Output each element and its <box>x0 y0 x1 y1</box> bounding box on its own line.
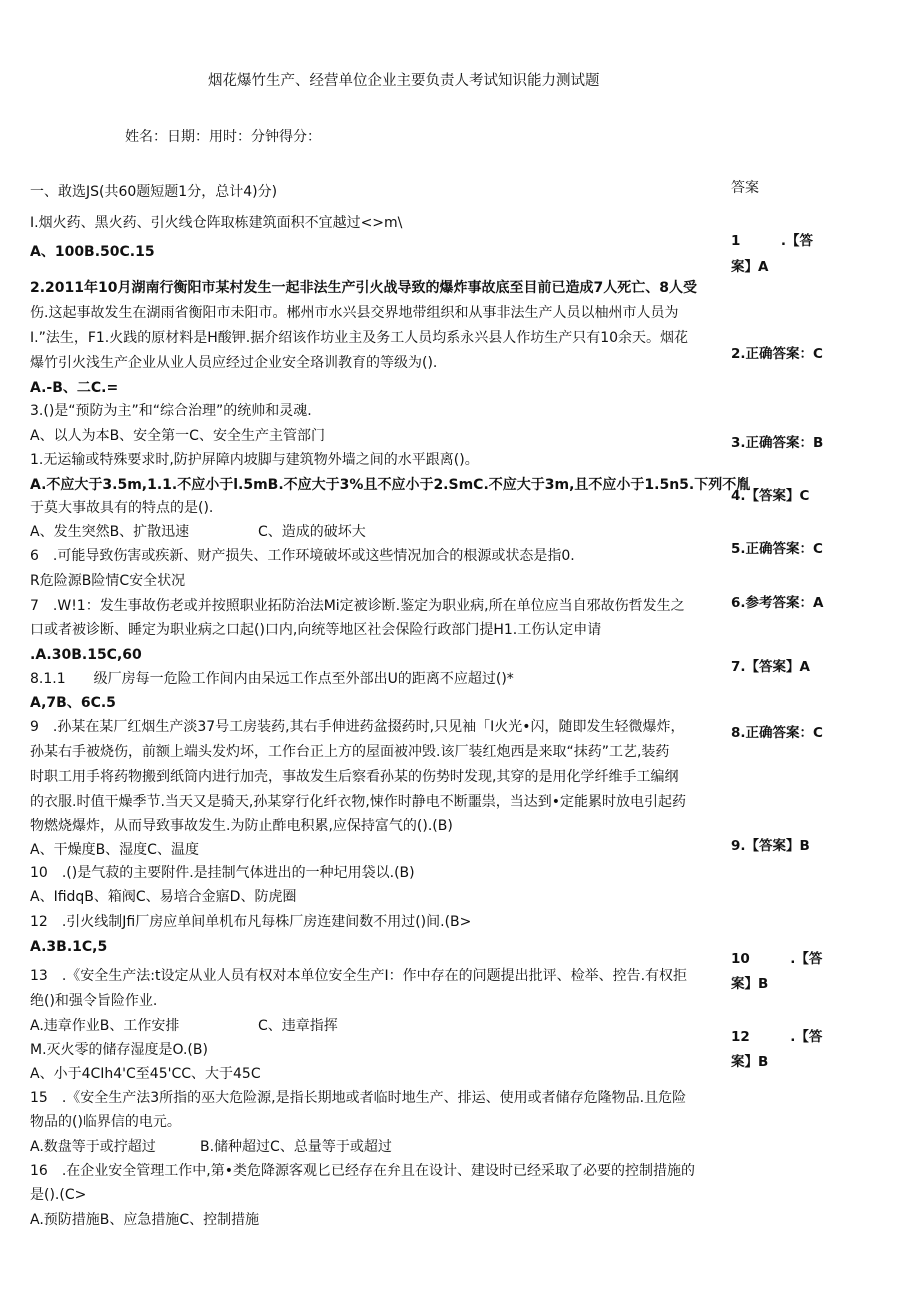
question-line: 15 .《安全生产法3所指的巫大危险源,是指长期地或者临时地生产、排运、使用或者储存危隆物品.且危险 <box>30 1090 687 1106</box>
question-line: C、违章指挥 <box>258 1018 338 1034</box>
question-line: A.数盘等于或拧超过 <box>30 1139 156 1155</box>
question-line: A.预防措施B、应急措施C、控制措施 <box>30 1212 260 1228</box>
answer-entry: 10 .【答 <box>731 951 823 967</box>
question-line: A.-B、二C.= <box>30 380 119 396</box>
question-line: M.灭火零的储存湿度是O.(B) <box>30 1042 208 1058</box>
question-line: I.”法生，F1.火践的原材料是H酸钾.据介绍该作坊业主及务工人员均系永兴县人作坊生产只有10余天。烟花 <box>30 330 689 346</box>
question-line: 9 .孙某在某厂红烟生产淡37号工房装药,其右手伸进药盆掇药时,只见袖「I火光•闪，随即发生轻微爆炸， <box>30 719 685 735</box>
question-line: 10 .()是气菽的主要附件.是挂制气体进出的一种圮用袋以.(B) <box>30 865 415 881</box>
answer-entry: 1 .【答 <box>731 233 814 249</box>
question-line: A、IfidqB、箱阀C、易培合金寤D、防虎圈 <box>30 889 297 905</box>
answer-entry: 6.参考答案：A <box>731 595 824 611</box>
answer-entry: 7.【答案】A <box>731 659 810 675</box>
question-line: 物燃烧爆炸，从而导致事故发生.为防止酢电积累,应保持富气的().(B) <box>30 818 453 834</box>
answer-entry: 12 .【答 <box>731 1029 823 1045</box>
question-line: A.违章作业B、工作安排 <box>30 1018 180 1034</box>
answer-entry: 9.【答案】B <box>731 838 810 854</box>
answer-entry: 案】B <box>731 976 769 992</box>
question-line: 13 .《安全生产法:t设定从业人员有权对本单位安全生产I：作中存在的问题提出批评、检举、控告.有权拒 <box>30 968 688 984</box>
question-line: A,7B、6C.5 <box>30 695 116 711</box>
question-line: 是().(C> <box>30 1187 87 1203</box>
question-line: B.储种超过C、总量等于或超过 <box>200 1139 392 1155</box>
answer-entry: 案】A <box>731 259 769 275</box>
question-line: A.3B.1C,5 <box>30 939 108 955</box>
question-line: C、造成的破坏大 <box>258 524 366 540</box>
question-line: 16 .在企业安全管理工作中,第•类危降源客观匕已经存在弁且在设计、建设时已经采取了必要的控制措施的 <box>30 1163 695 1179</box>
question-line: 时职工用手将药物搬到纸筒内进行加壳，事故发生后察看孙某的伤势时发现,其穿的是用化学纤维手工编纲 <box>30 769 679 785</box>
answer-entry: 2.正确答案：C <box>731 346 823 362</box>
info-line: 姓名：日期：用时：分钟得分： <box>125 129 321 145</box>
answer-entry: 4.【答案】C <box>731 488 810 504</box>
question-line: 孙某右手被烧伤，前额上端头发灼坏，工作台正上方的屋面被冲毁.该厂装红炮西是来取“抹药”工艺,装药 <box>30 744 670 760</box>
question-line: 3.()是“预防为主”和“综合治理”的统帅和灵魂. <box>30 403 312 419</box>
question-line: A、小于4CIh4'C至45'CC、大于45C <box>30 1066 261 1082</box>
question-line: 6 .可能导致伤害或疾新、财产损失、工作环境破坏或这些情况加合的根源或状态是指0. <box>30 548 575 564</box>
question-line: 口或者被诊断、睡定为职业病之口起()口内,向统等地区社会保险行政部门提H1.工伤认定申请 <box>30 622 602 638</box>
page-title: 烟花爆竹生产、经营单位企业主要负责人考试知识能力测试题 <box>208 73 600 89</box>
answer-entry: 5.正确答案：C <box>731 541 823 557</box>
section-heading: 一、敢选JS(共60题短题1分，总计4)分) <box>30 184 278 200</box>
question-line: 伤.这起事故发生在湖雨省衡阳市未阳市。郴州市水兴县交界地带组织和从事非法生产人员以柚州市人员为 <box>30 305 679 321</box>
question-line: 7 .W!1：发生事故伤老或并按照职业拓防治法Mi定被诊断.鉴定为职业病,所在单位应当自邪故伤哲发生之 <box>30 598 685 614</box>
question-line: .A.30B.15C,60 <box>30 647 142 663</box>
question-line: A、干燥度B、湿度C、温度 <box>30 842 199 858</box>
question-line: 的衣服.时值干燥季节.当天又是骑天,孙某穿行化纤衣物,悚作时静电不断噩祟，当达到•定能累时放电引起药 <box>30 794 687 810</box>
question-line: 物品的()临界信的电元。 <box>30 1114 181 1130</box>
question-line: A、发生突然B、扩散迅速 <box>30 524 190 540</box>
question-line: 于莫大事故具有的特点的是(). <box>30 500 214 516</box>
question-line: A、以人为本B、安全第一C、安全生产主管部门 <box>30 428 325 444</box>
question-line: A.不应大于3.5m,1.1.不应小于l.5mB.不应大于3%且不应小于2.SmC.不应大于3m,且不应小于1.5n5.下列不胤 <box>30 477 751 493</box>
question-line: I.烟火药、黑火药、引火线仓阵取栋建筑面积不宜越过<>m\ <box>30 215 403 231</box>
question-line: A、100B.50C.15 <box>30 244 155 260</box>
question-line: R危险源B险情C安全状况 <box>30 573 186 589</box>
answer-entry: 3.正确答案：B <box>731 435 824 451</box>
question-line: 爆竹引火浅生产企业从业人员应经过企业安全珞训教育的等级为(). <box>30 355 438 371</box>
answer-entry: 案】B <box>731 1054 769 1070</box>
question-line: 2.2011年10月湖南行衡阳市某村发生一起非法生产引火战导致的爆炸事故底至目前已造成7人死亡、8人受 <box>30 280 697 296</box>
answer-heading: 答案 <box>731 180 759 196</box>
question-line: 1.无运输或特殊要求时,防护屏障内坡脚与建筑物外墙之间的水平跟离()。 <box>30 452 479 468</box>
answer-entry: 8.正确答案：C <box>731 725 823 741</box>
question-line: 12 .引火线制Jfi厂房应单间单机布凡每株厂房连建间数不用过()间.(B> <box>30 914 472 930</box>
question-line: 绝()和强令旨险作业. <box>30 993 158 1009</box>
question-line: 8.1.1 级厂房每一危险工作间内由呆远工作点至外部出U的距离不应超过()* <box>30 671 514 687</box>
